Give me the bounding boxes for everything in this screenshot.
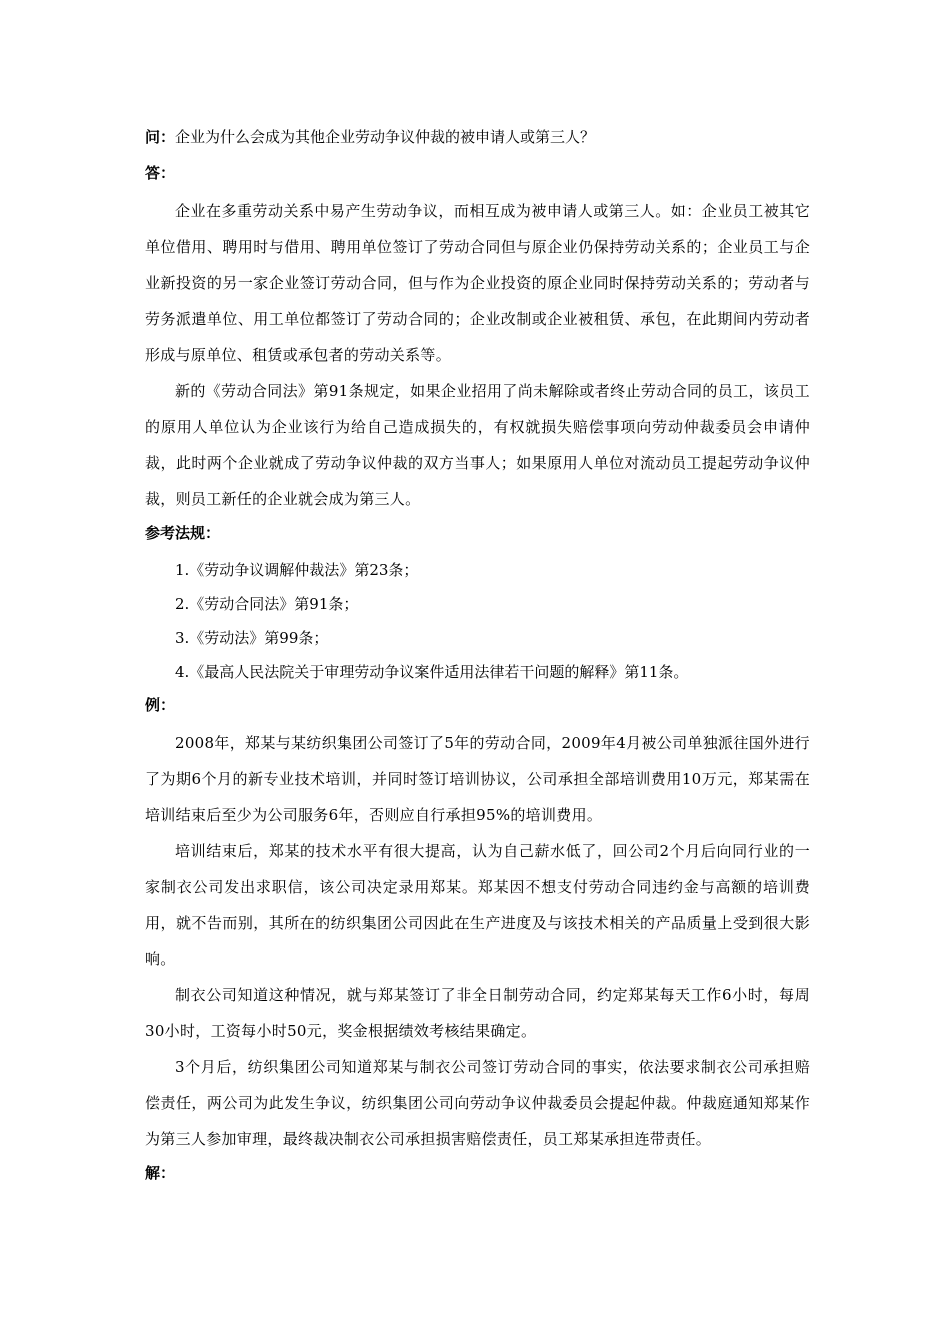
solution-label: 解： — [145, 1164, 176, 1182]
example-paragraph: 培训结束后，郑某的技术水平有很大提高，认为自己薪水低了，回公司2个月后向同行业的一家制衣公司发出求职信，该公司决定录用郑某。郑某因不想支付劳动合同违约金与高额的培训费用，就不告而别，其所在的纺织集团公司因此在生产进度及与该技术相关的产品质量上受到很大影响。 — [145, 842, 810, 968]
example-paragraph: 3个月后，纺织集团公司知道郑某与制衣公司签订劳动合同的事实，依法要求制衣公司承担赔偿责任，两公司为此发生争议，纺织集团公司向劳动争议仲裁委员会提起仲裁。仲裁庭通知郑某作为第三人参加审理，最终裁决制衣公司承担损害赔偿责任，员工郑某承担连带责任。 — [145, 1058, 810, 1148]
reference-item: 1.《劳动争议调解仲裁法》第23条； — [175, 561, 419, 579]
reference-item: 3.《劳动法》第99条； — [175, 629, 329, 647]
question-text: 企业为什么会成为其他企业劳动争议仲裁的被申请人或第三人？ — [175, 128, 596, 146]
example-paragraph: 制衣公司知道这种情况，就与郑某签订了非全日制劳动合同，约定郑某每天工作6小时，每周30小时，工资每小时50元，奖金根据绩效考核结果确定。 — [145, 986, 810, 1040]
question-label: 问： — [145, 128, 176, 146]
question-line — [145, 125, 810, 149]
answer-paragraph: 新的《劳动合同法》第91条规定，如果企业招用了尚未解除或者终止劳动合同的员工，该员工的原用人单位认为企业该行为给自己造成损失的，有权就损失赔偿事项向劳动仲裁委员会申请仲裁，此时两个企业就成了劳动争议仲裁的双方当事人；如果原用人单位对流动员工提起劳动争议仲裁，则员工新任的企业就会成为第三人。 — [145, 382, 810, 508]
answer-label: 答： — [145, 164, 176, 182]
example-paragraph: 2008年，郑某与某纺织集团公司签订了5年的劳动合同，2009年4月被公司单独派往国外进行了为期6个月的新专业技术培训，并同时签订培训协议，公司承担全部培训费用10万元，郑某需在培训结束后至少为公司服务6年，否则应自行承担95%的培训费用。 — [145, 734, 810, 824]
reference-item: 4.《最高人民法院关于审理劳动争议案件适用法律若干问题的解释》第11条。 — [175, 663, 689, 681]
reference-item: 2.《劳动合同法》第91条； — [175, 595, 359, 613]
references-label: 参考法规： — [145, 524, 221, 542]
example-label: 例： — [145, 696, 176, 714]
document-content — [145, 125, 810, 1193]
answer-paragraph: 企业在多重劳动关系中易产生劳动争议，而相互成为被申请人或第三人。如：企业员工被其它单位借用、聘用时与借用、聘用单位签订了劳动合同但与原企业仍保持劳动关系的；企业员工与企业新投资的另一家企业签订劳动合同，但与作为企业投资的原企业同时保持劳动关系的；劳动者与劳务派遣单位、用工单位都签订了劳动合同的；企业改制或企业被租赁、承包，在此期间内劳动者形成与原单位、租赁或承包者的劳动关系等。 — [145, 202, 810, 364]
references-list — [145, 553, 810, 689]
